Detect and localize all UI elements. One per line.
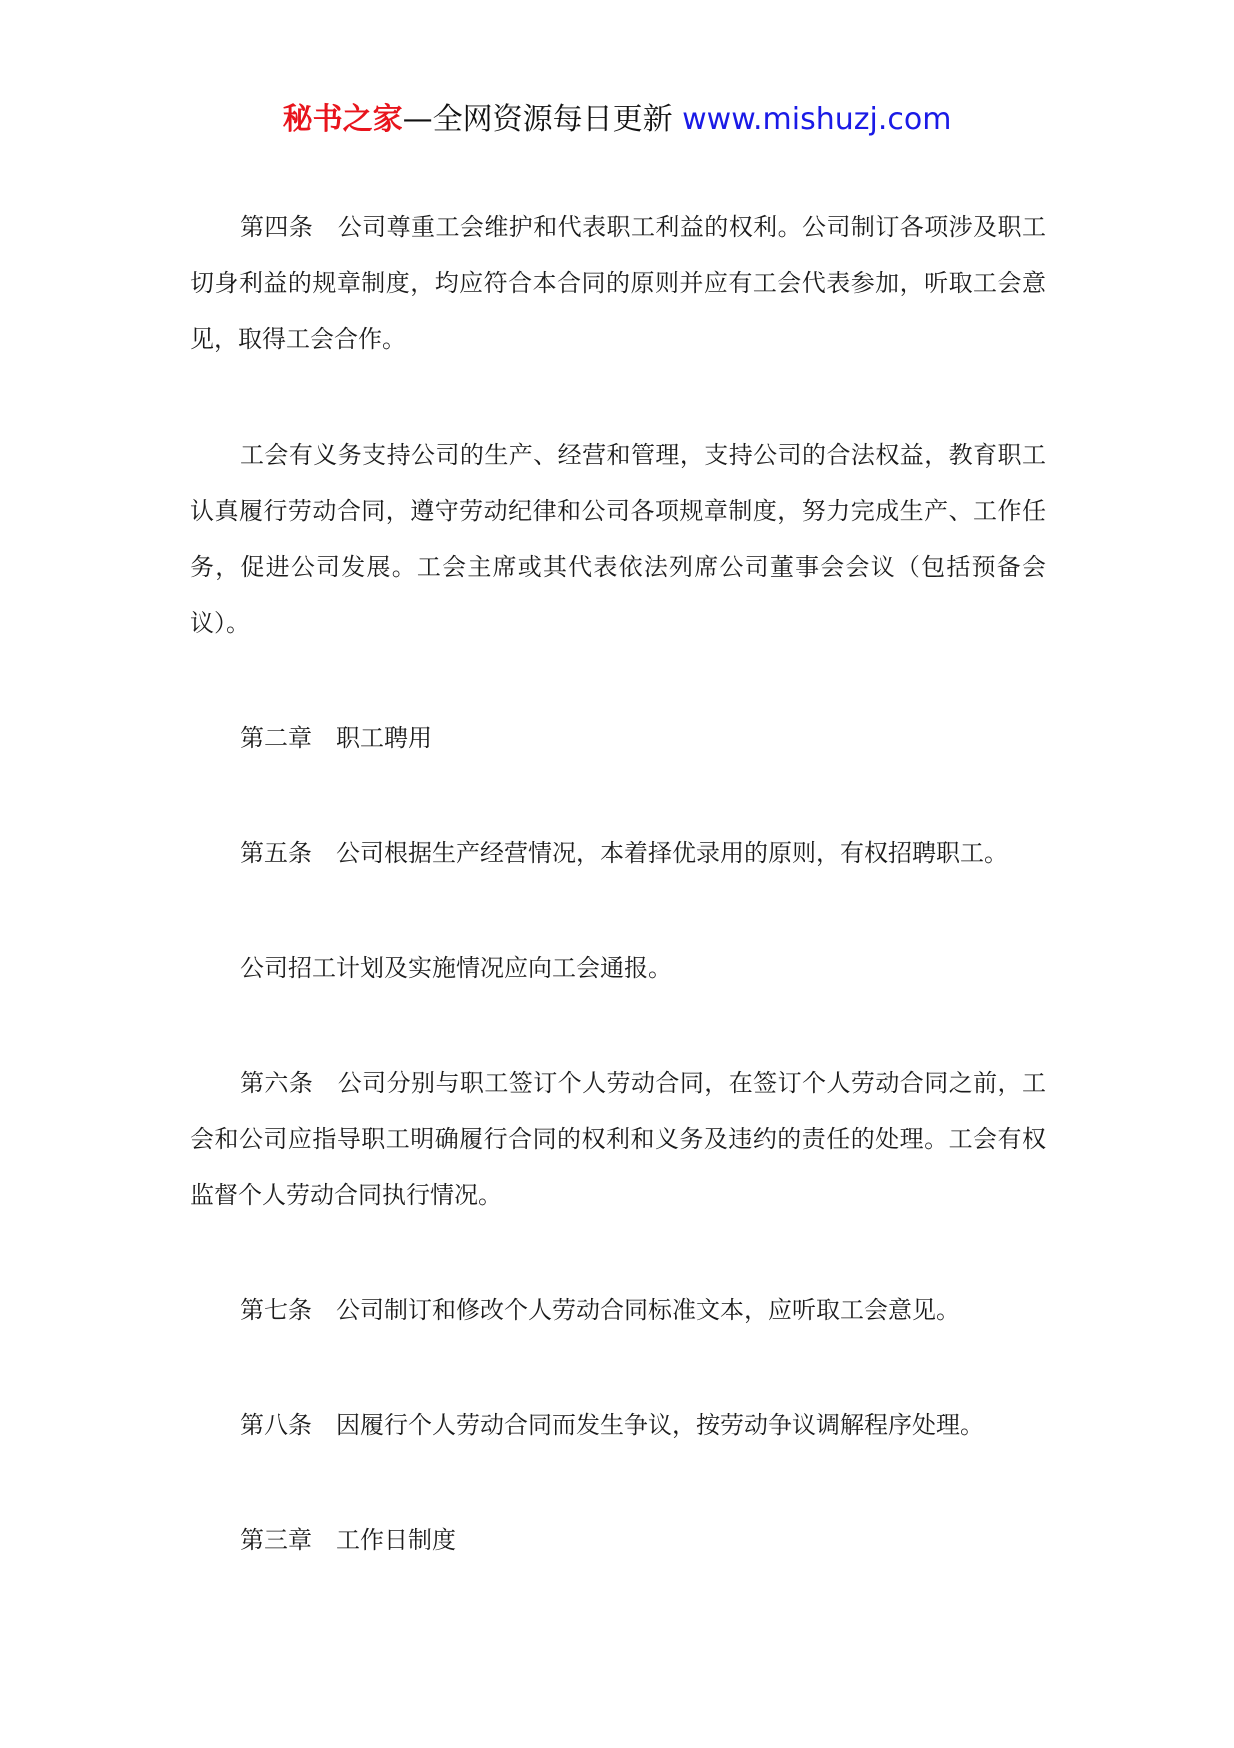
article-label: 第四条: [240, 213, 314, 241]
paragraph-text: 工会有义务支持公司的生产、经营和管理，支持公司的合法权益，教育职工认真履行劳动合同，遵守劳动纪律和公司各项规章制度，努力完成生产、工作任务，促进公司发展。工会主席或其代表依法列席公司董事会会议（包括预备会议）。: [190, 441, 1046, 637]
paragraph-text: 因履行个人劳动合同而发生争议，按劳动争议调解程序处理。: [336, 1411, 984, 1439]
article-label: 第八条: [240, 1411, 312, 1439]
paragraph-text: 公司分别与职工签订个人劳动合同，在签订个人劳动合同之前，工会和公司应指导职工明确履行合同的权利和义务及违约的责任的处理。工会有权监督个人劳动合同执行情况。: [190, 1069, 1046, 1209]
paragraph-text: 公司尊重工会维护和代表职工利益的权利。公司制订各项涉及职工切身利益的规章制度，均应符合本合同的原则并应有工会代表参加，听取工会意见，取得工会合作。: [190, 213, 1046, 353]
paragraph-recruitment-plan: [190, 940, 1046, 996]
article-label: 第七条: [240, 1296, 312, 1324]
document-body: [190, 199, 1046, 1568]
paragraph-union-duties: [190, 427, 1046, 651]
article-label: 第五条: [240, 839, 312, 867]
chapter-heading-2: [190, 710, 1046, 766]
header-tagline: —全网资源每日更新: [402, 102, 673, 137]
chapter-label: 第三章: [240, 1526, 312, 1554]
paragraph-text: 公司制订和修改个人劳动合同标准文本，应听取工会意见。: [336, 1296, 960, 1324]
paragraph-article-4: [190, 199, 1046, 367]
chapter-heading-3: [190, 1512, 1046, 1568]
paragraph-article-7: [190, 1282, 1046, 1338]
site-url-link[interactable]: www.mishuzj.com: [682, 102, 952, 137]
paragraph-text: 公司根据生产经营情况，本着择优录用的原则，有权招聘职工。: [336, 839, 1008, 867]
paragraph-article-6: [190, 1055, 1046, 1223]
brand-name: 秘书之家: [282, 102, 403, 137]
page-header: [0, 100, 1234, 140]
chapter-title: 职工聘用: [336, 724, 432, 752]
paragraph-article-5: [190, 825, 1046, 881]
chapter-title: 工作日制度: [336, 1526, 456, 1554]
article-label: 第六条: [240, 1069, 314, 1097]
paragraph-text: 公司招工计划及实施情况应向工会通报。: [240, 954, 672, 982]
paragraph-article-8: [190, 1397, 1046, 1453]
chapter-label: 第二章: [240, 724, 312, 752]
